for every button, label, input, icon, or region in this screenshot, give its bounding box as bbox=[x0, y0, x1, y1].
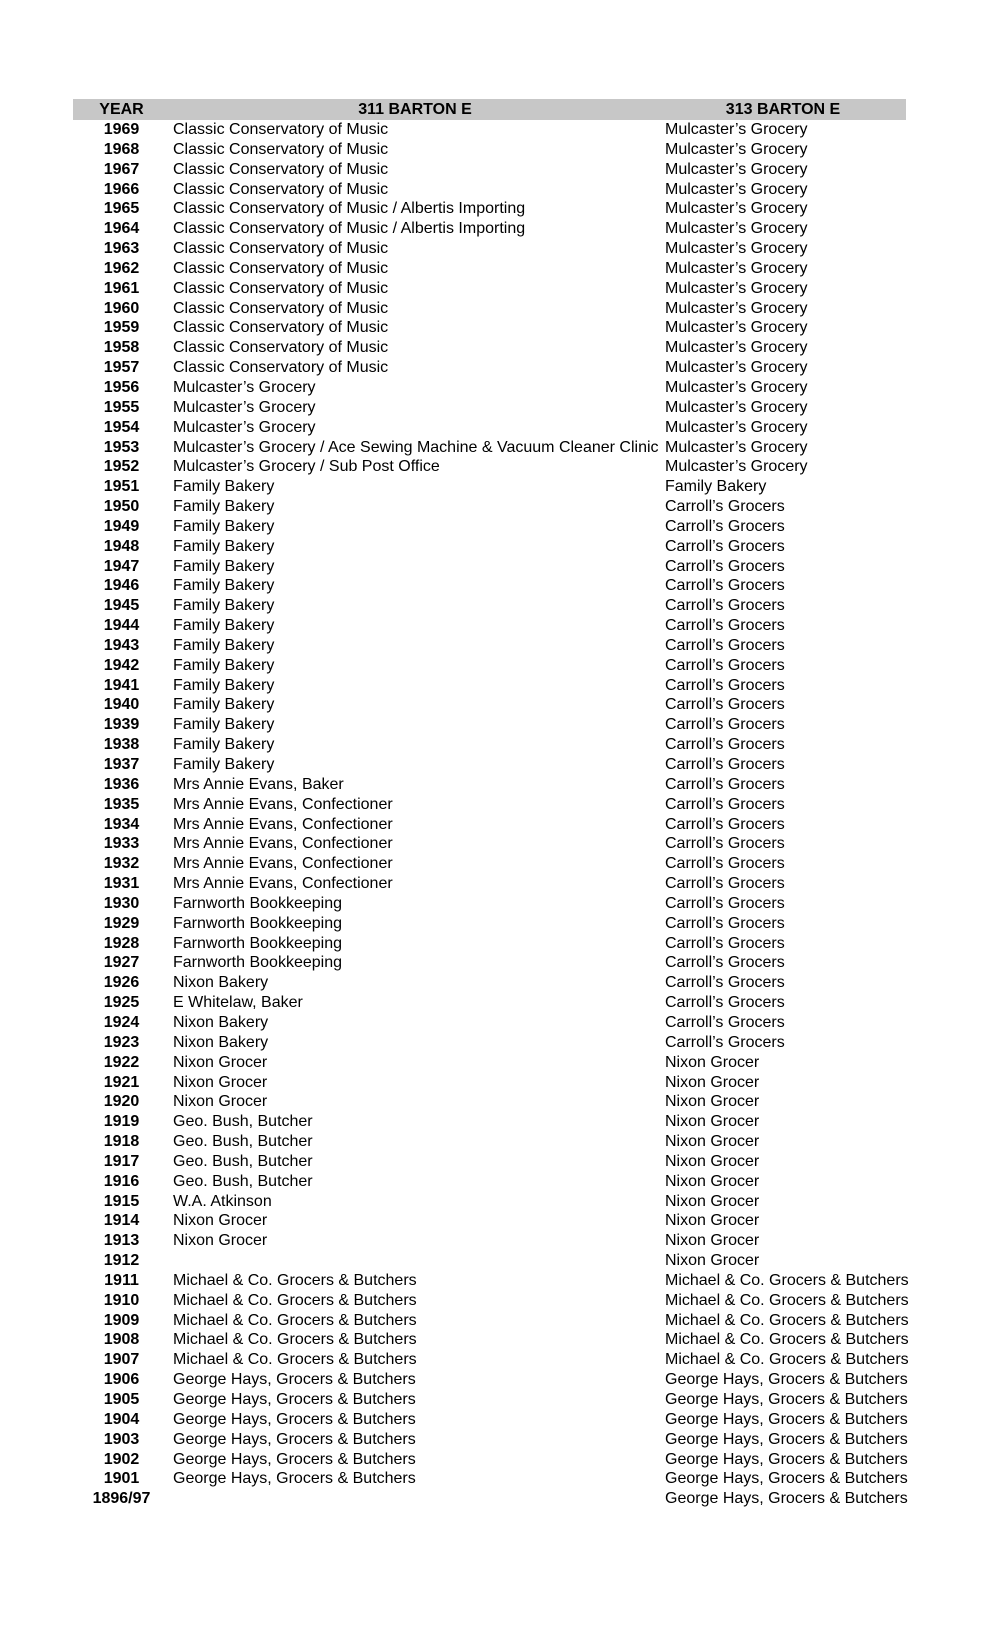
year-cell: 1955 bbox=[103, 398, 140, 416]
occupant-313-cell: George Hays, Grocers & Butchers bbox=[665, 1410, 908, 1428]
year-cell: 1946 bbox=[103, 577, 140, 595]
table-row bbox=[73, 695, 906, 715]
occupant-311-cell: Farnworth Bookkeeping bbox=[173, 914, 342, 932]
year-cell: 1935 bbox=[103, 795, 140, 813]
occupant-313-cell: Mulcaster’s Grocery bbox=[665, 259, 808, 277]
year-cell: 1967 bbox=[103, 160, 140, 178]
occupant-311-cell: Classic Conservatory of Music bbox=[173, 319, 389, 337]
table-row bbox=[73, 1132, 906, 1152]
occupant-313-cell: Family Bakery bbox=[665, 478, 767, 496]
occupant-311-cell: Nixon Grocer bbox=[173, 1232, 268, 1250]
year-cell: 1953 bbox=[103, 438, 140, 456]
table-row bbox=[73, 557, 906, 577]
occupant-311-cell: Classic Conservatory of Music bbox=[173, 180, 389, 198]
year-cell: 1912 bbox=[103, 1252, 140, 1270]
year-cell: 1919 bbox=[103, 1113, 140, 1131]
occupant-313-cell: Carroll’s Grocers bbox=[665, 656, 785, 674]
occupant-311-cell: Nixon Grocer bbox=[173, 1212, 268, 1230]
table-row bbox=[73, 676, 906, 696]
year-cell: 1959 bbox=[103, 319, 140, 337]
occupant-311-cell: Michael & Co. Grocers & Butchers bbox=[173, 1311, 417, 1329]
occupant-313-cell: Michael & Co. Grocers & Butchers bbox=[665, 1331, 909, 1349]
occupant-313-cell: Carroll’s Grocers bbox=[665, 934, 785, 952]
occupant-311-cell: Family Bakery bbox=[173, 716, 275, 734]
occupant-311-cell: Nixon Grocer bbox=[173, 1053, 268, 1071]
table-row bbox=[73, 517, 906, 537]
occupant-311-cell: Farnworth Bookkeeping bbox=[173, 934, 342, 952]
year-cell: 1911 bbox=[104, 1271, 139, 1289]
header-313-barton-e: 313 BARTON E bbox=[725, 100, 841, 118]
occupant-311-cell: Classic Conservatory of Music bbox=[173, 359, 389, 377]
table-row bbox=[73, 239, 906, 259]
table-row bbox=[73, 1410, 906, 1430]
table-row bbox=[73, 775, 906, 795]
occupant-313-cell: George Hays, Grocers & Butchers bbox=[665, 1430, 908, 1448]
table-row bbox=[73, 1430, 906, 1450]
occupant-313-cell: Nixon Grocer bbox=[665, 1053, 760, 1071]
occupant-313-cell: Michael & Co. Grocers & Butchers bbox=[665, 1271, 909, 1289]
table-row bbox=[73, 1073, 906, 1093]
occupant-313-cell: Carroll’s Grocers bbox=[665, 1013, 785, 1031]
year-cell: 1962 bbox=[103, 259, 140, 277]
table-row bbox=[73, 1172, 906, 1192]
occupant-311-cell: Mrs Annie Evans, Confectioner bbox=[173, 795, 393, 813]
occupant-311-cell: Farnworth Bookkeeping bbox=[173, 954, 342, 972]
table-row bbox=[73, 140, 906, 160]
occupant-311-cell: Nixon Grocer bbox=[173, 1073, 268, 1091]
table-row bbox=[73, 854, 906, 874]
occupant-311-cell: Family Bakery bbox=[173, 557, 275, 575]
table-row bbox=[73, 1112, 906, 1132]
occupant-311-cell: Michael & Co. Grocers & Butchers bbox=[173, 1271, 417, 1289]
year-cell: 1903 bbox=[103, 1430, 140, 1448]
occupant-313-cell: Carroll’s Grocers bbox=[665, 894, 785, 912]
occupant-311-cell: Michael & Co. Grocers & Butchers bbox=[173, 1291, 417, 1309]
occupant-311-cell: Mulcaster’s Grocery bbox=[173, 418, 316, 436]
occupant-313-cell: Mulcaster’s Grocery bbox=[665, 140, 808, 158]
year-cell: 1961 bbox=[103, 279, 140, 297]
table-row bbox=[73, 934, 906, 954]
year-cell: 1945 bbox=[103, 597, 140, 615]
year-cell: 1969 bbox=[103, 121, 140, 138]
table-row bbox=[73, 1450, 906, 1470]
occupant-313-cell: Mulcaster’s Grocery bbox=[665, 378, 808, 396]
year-cell: 1910 bbox=[103, 1291, 140, 1309]
year-cell: 1918 bbox=[103, 1133, 140, 1151]
year-cell: 1936 bbox=[103, 775, 140, 793]
year-cell: 1954 bbox=[103, 418, 140, 436]
table-row bbox=[73, 1370, 906, 1390]
year-cell: 1927 bbox=[103, 954, 140, 972]
occupant-313-cell: George Hays, Grocers & Butchers bbox=[665, 1391, 908, 1408]
occupant-313-cell: Carroll’s Grocers bbox=[665, 914, 785, 932]
occupant-311-cell: George Hays, Grocers & Butchers bbox=[173, 1410, 416, 1428]
year-cell: 1939 bbox=[103, 716, 140, 734]
occupant-313-cell: George Hays, Grocers & Butchers bbox=[665, 1490, 908, 1508]
occupant-311-cell: Family Bakery bbox=[173, 617, 275, 635]
occupant-313-cell: Carroll’s Grocers bbox=[665, 498, 785, 516]
year-cell: 1938 bbox=[103, 736, 140, 754]
occupant-313-cell: Carroll’s Grocers bbox=[665, 597, 785, 615]
occupant-311-cell: Mrs Annie Evans, Confectioner bbox=[173, 835, 393, 853]
occupant-311-cell: Classic Conservatory of Music bbox=[173, 279, 389, 297]
table-row bbox=[73, 973, 906, 993]
occupant-313-cell: Mulcaster’s Grocery bbox=[665, 438, 808, 456]
year-cell: 1907 bbox=[103, 1351, 140, 1369]
occupant-311-cell: Family Bakery bbox=[173, 736, 275, 754]
occupant-313-cell: Mulcaster’s Grocery bbox=[665, 299, 808, 317]
occupant-313-cell: Carroll’s Grocers bbox=[665, 517, 785, 535]
year-cell: 1964 bbox=[103, 220, 140, 238]
occupant-311-cell: Classic Conservatory of Music bbox=[173, 140, 389, 158]
table-row bbox=[73, 735, 906, 755]
table-row bbox=[73, 715, 906, 735]
occupant-311-cell: Mrs Annie Evans, Confectioner bbox=[173, 855, 393, 873]
occupant-313-cell: Michael & Co. Grocers & Butchers bbox=[665, 1311, 909, 1329]
occupant-313-cell: Mulcaster’s Grocery bbox=[665, 319, 808, 337]
occupant-311-cell: Farnworth Bookkeeping bbox=[173, 894, 342, 912]
year-cell: 1940 bbox=[103, 696, 140, 714]
year-cell: 1915 bbox=[103, 1192, 140, 1210]
occupant-313-cell: Nixon Grocer bbox=[665, 1073, 760, 1091]
building-occupants-table bbox=[73, 99, 909, 1509]
table-body bbox=[73, 120, 909, 1509]
table-row bbox=[73, 1311, 909, 1331]
table-row bbox=[73, 418, 906, 438]
table-row bbox=[73, 537, 906, 557]
table-row bbox=[73, 180, 906, 200]
occupant-313-cell: Carroll’s Grocers bbox=[665, 676, 785, 694]
table-row bbox=[73, 1390, 906, 1410]
occupant-313-cell: Nixon Grocer bbox=[665, 1232, 760, 1250]
year-cell: 1952 bbox=[103, 458, 140, 476]
table-row bbox=[73, 914, 906, 934]
table-row bbox=[73, 1271, 909, 1291]
table-row bbox=[73, 1330, 909, 1350]
occupant-311-cell: Family Bakery bbox=[173, 577, 275, 595]
occupant-311-cell: Mulcaster’s Grocery bbox=[173, 378, 316, 396]
table-row bbox=[73, 160, 906, 180]
occupant-311-cell: Classic Conservatory of Music bbox=[173, 259, 389, 277]
table-row bbox=[73, 358, 906, 378]
occupant-313-cell: Carroll’s Grocers bbox=[665, 756, 785, 773]
year-cell: 1931 bbox=[103, 875, 140, 893]
occupant-313-cell: Mulcaster’s Grocery bbox=[665, 418, 808, 436]
table-row bbox=[73, 338, 906, 358]
table-row bbox=[73, 795, 906, 815]
occupant-311-cell: Nixon Bakery bbox=[173, 1013, 269, 1031]
year-cell: 1920 bbox=[103, 1093, 140, 1111]
occupant-313-cell: Carroll’s Grocers bbox=[665, 795, 785, 813]
occupant-313-cell: Nixon Grocer bbox=[665, 1252, 760, 1270]
occupant-313-cell: Carroll’s Grocers bbox=[665, 557, 785, 575]
occupant-311-cell: George Hays, Grocers & Butchers bbox=[173, 1430, 416, 1448]
occupant-313-cell: Mulcaster’s Grocery bbox=[665, 220, 808, 238]
occupant-313-cell: Nixon Grocer bbox=[665, 1133, 760, 1151]
occupant-313-cell: Mulcaster’s Grocery bbox=[665, 200, 808, 218]
table-row bbox=[73, 596, 906, 616]
occupant-311-cell: George Hays, Grocers & Butchers bbox=[173, 1371, 416, 1389]
table-row bbox=[73, 1033, 906, 1053]
occupant-311-cell: Classic Conservatory of Music / Albertis Importing bbox=[173, 200, 526, 218]
table-row bbox=[73, 953, 906, 973]
year-cell: 1963 bbox=[103, 240, 140, 258]
table-row bbox=[73, 1489, 906, 1509]
occupant-313-cell: Nixon Grocer bbox=[665, 1152, 760, 1170]
occupant-311-cell bbox=[170, 1489, 663, 1509]
occupant-313-cell: Nixon Grocer bbox=[665, 1212, 760, 1230]
year-cell: 1933 bbox=[103, 835, 140, 853]
year-cell: 1951 bbox=[103, 478, 140, 496]
occupant-313-cell: Carroll’s Grocers bbox=[665, 974, 785, 992]
table-row bbox=[73, 279, 906, 299]
year-cell: 1932 bbox=[103, 855, 140, 873]
table-row bbox=[73, 1152, 906, 1172]
occupant-311-cell: Mrs Annie Evans, Confectioner bbox=[173, 875, 393, 893]
year-cell: 1923 bbox=[103, 1033, 140, 1051]
occupant-311-cell: Family Bakery bbox=[173, 696, 275, 714]
occupant-311-cell: Family Bakery bbox=[173, 636, 275, 654]
table-row bbox=[73, 636, 906, 656]
occupant-313-cell: Michael & Co. Grocers & Butchers bbox=[665, 1351, 909, 1369]
occupant-311-cell: Nixon Grocer bbox=[173, 1093, 268, 1111]
occupant-313-cell: Carroll’s Grocers bbox=[665, 696, 785, 714]
table-row bbox=[73, 894, 906, 914]
year-cell: 1950 bbox=[103, 498, 140, 516]
occupant-313-cell: George Hays, Grocers & Butchers bbox=[665, 1450, 908, 1468]
header-year: YEAR bbox=[99, 100, 144, 118]
occupant-313-cell: Mulcaster’s Grocery bbox=[665, 279, 808, 297]
occupant-313-cell: Michael & Co. Grocers & Butchers bbox=[665, 1291, 909, 1309]
occupant-311-cell: Family Bakery bbox=[173, 756, 275, 773]
table-row bbox=[73, 1092, 906, 1112]
occupant-311-cell: Classic Conservatory of Music bbox=[173, 339, 389, 357]
occupant-313-cell: Carroll’s Grocers bbox=[665, 1033, 785, 1051]
table-row bbox=[73, 199, 906, 219]
year-cell: 1908 bbox=[103, 1331, 140, 1349]
year-cell: 1941 bbox=[103, 676, 140, 694]
year-cell: 1904 bbox=[103, 1410, 140, 1428]
year-cell: 1909 bbox=[103, 1311, 140, 1329]
occupant-311-cell: Geo. Bush, Butcher bbox=[173, 1152, 313, 1170]
occupant-311-cell: Classic Conservatory of Music / Albertis Importing bbox=[173, 220, 526, 238]
occupant-311-cell: Geo. Bush, Butcher bbox=[173, 1133, 313, 1151]
table-row bbox=[73, 834, 906, 854]
occupant-313-cell: Carroll’s Grocers bbox=[665, 835, 785, 853]
occupant-311-cell: Family Bakery bbox=[173, 498, 275, 516]
year-cell: 1937 bbox=[103, 756, 140, 773]
occupant-311-cell: Family Bakery bbox=[173, 676, 275, 694]
occupant-311-cell: Michael & Co. Grocers & Butchers bbox=[173, 1351, 417, 1369]
table-row bbox=[73, 1469, 906, 1489]
occupant-311-cell: Mulcaster’s Grocery / Ace Sewing Machine & Vacuum Cleaner Clinic bbox=[173, 438, 659, 456]
occupant-313-cell: Mulcaster’s Grocery bbox=[665, 121, 808, 138]
year-cell: 1926 bbox=[103, 974, 140, 992]
year-cell: 1930 bbox=[103, 894, 140, 912]
year-cell: 1902 bbox=[103, 1450, 140, 1468]
occupant-313-cell: Carroll’s Grocers bbox=[665, 636, 785, 654]
occupant-311-cell: Family Bakery bbox=[173, 656, 275, 674]
year-cell: 1925 bbox=[103, 994, 140, 1012]
occupant-313-cell: Carroll’s Grocers bbox=[665, 775, 785, 793]
table-row bbox=[73, 1291, 909, 1311]
table-row bbox=[73, 755, 906, 775]
occupant-313-cell: Mulcaster’s Grocery bbox=[665, 240, 808, 258]
occupant-311-cell: Mulcaster’s Grocery bbox=[173, 398, 316, 416]
table-row bbox=[73, 219, 906, 239]
table-row bbox=[73, 299, 906, 319]
year-cell: 1942 bbox=[103, 656, 140, 674]
table-header-row bbox=[73, 99, 906, 120]
table-row bbox=[73, 993, 906, 1013]
year-cell: 1917 bbox=[103, 1152, 140, 1170]
occupant-311-cell: Geo. Bush, Butcher bbox=[173, 1172, 313, 1190]
year-cell: 1901 bbox=[103, 1470, 140, 1488]
year-cell: 1922 bbox=[103, 1053, 140, 1071]
occupant-311-cell: Mrs Annie Evans, Confectioner bbox=[173, 815, 393, 833]
occupant-313-cell: Carroll’s Grocers bbox=[665, 994, 785, 1012]
year-cell: 1934 bbox=[103, 815, 140, 833]
table-row bbox=[73, 477, 906, 497]
table-row bbox=[73, 1013, 906, 1033]
occupant-313-cell: Carroll’s Grocers bbox=[665, 716, 785, 734]
occupant-311-cell: Mrs Annie Evans, Baker bbox=[173, 775, 344, 793]
occupant-313-cell: Carroll’s Grocers bbox=[665, 954, 785, 972]
year-cell: 1957 bbox=[103, 359, 140, 377]
table-row bbox=[73, 120, 906, 140]
year-cell: 1966 bbox=[103, 180, 140, 198]
occupant-311-cell: Classic Conservatory of Music bbox=[173, 160, 389, 178]
occupant-311-cell: Nixon Bakery bbox=[173, 974, 269, 992]
occupant-313-cell: Nixon Grocer bbox=[665, 1093, 760, 1111]
table-row bbox=[73, 1231, 906, 1251]
year-cell: 1916 bbox=[103, 1172, 140, 1190]
occupant-311-cell: Family Bakery bbox=[173, 478, 275, 496]
occupant-313-cell: Nixon Grocer bbox=[665, 1192, 760, 1210]
table-row bbox=[73, 616, 906, 636]
occupant-313-cell: Carroll’s Grocers bbox=[665, 815, 785, 833]
table-row bbox=[73, 1211, 906, 1231]
year-cell: 1924 bbox=[103, 1013, 140, 1031]
occupant-313-cell: George Hays, Grocers & Butchers bbox=[665, 1470, 908, 1488]
occupant-311-cell bbox=[170, 1251, 663, 1271]
table-row bbox=[73, 259, 906, 279]
occupant-311-cell: E Whitelaw, Baker bbox=[173, 994, 303, 1012]
year-cell: 1949 bbox=[103, 517, 140, 535]
year-cell: 1956 bbox=[103, 378, 140, 396]
occupant-313-cell: Mulcaster’s Grocery bbox=[665, 458, 808, 476]
table-row bbox=[73, 1251, 906, 1271]
occupant-313-cell: Mulcaster’s Grocery bbox=[665, 180, 808, 198]
occupant-311-cell: Mulcaster’s Grocery / Sub Post Office bbox=[173, 458, 440, 476]
header-311-barton-e: 311 BARTON E bbox=[358, 100, 472, 118]
occupant-313-cell: Mulcaster’s Grocery bbox=[665, 339, 808, 357]
year-cell: 1960 bbox=[103, 299, 140, 317]
occupant-313-cell: Carroll’s Grocers bbox=[665, 617, 785, 635]
occupant-313-cell: Carroll’s Grocers bbox=[665, 537, 785, 555]
occupant-311-cell: Geo. Bush, Butcher bbox=[173, 1113, 313, 1131]
table-row bbox=[73, 497, 906, 517]
year-cell: 1913 bbox=[103, 1232, 140, 1250]
table-row bbox=[73, 1350, 909, 1370]
year-cell: 1968 bbox=[103, 140, 140, 158]
year-cell: 1896/97 bbox=[92, 1490, 151, 1508]
table-row bbox=[73, 1192, 906, 1212]
table-row bbox=[73, 656, 906, 676]
table-row bbox=[73, 438, 906, 458]
table-row bbox=[73, 1053, 906, 1073]
occupant-313-cell: Carroll’s Grocers bbox=[665, 855, 785, 873]
occupant-313-cell: Nixon Grocer bbox=[665, 1113, 760, 1131]
occupant-313-cell: Carroll’s Grocers bbox=[665, 875, 785, 893]
year-cell: 1929 bbox=[103, 914, 140, 932]
occupant-311-cell: Family Bakery bbox=[173, 597, 275, 615]
table-row bbox=[73, 398, 906, 418]
occupant-311-cell: Nixon Bakery bbox=[173, 1033, 269, 1051]
year-cell: 1944 bbox=[103, 617, 140, 635]
year-cell: 1958 bbox=[103, 339, 140, 357]
occupant-311-cell: Michael & Co. Grocers & Butchers bbox=[173, 1331, 417, 1349]
occupant-311-cell: W.A. Atkinson bbox=[173, 1192, 272, 1210]
year-cell: 1905 bbox=[103, 1391, 140, 1408]
year-cell: 1914 bbox=[103, 1212, 140, 1230]
year-cell: 1921 bbox=[103, 1073, 140, 1091]
occupant-313-cell: Carroll’s Grocers bbox=[665, 577, 785, 595]
occupant-313-cell: Mulcaster’s Grocery bbox=[665, 160, 808, 178]
year-cell: 1948 bbox=[103, 537, 140, 555]
occupant-311-cell: Family Bakery bbox=[173, 517, 275, 535]
year-cell: 1928 bbox=[103, 934, 140, 952]
table-row bbox=[73, 815, 906, 835]
occupant-313-cell: Carroll’s Grocers bbox=[665, 736, 785, 754]
year-cell: 1943 bbox=[103, 636, 140, 654]
occupant-311-cell: Family Bakery bbox=[173, 537, 275, 555]
table-row bbox=[73, 576, 906, 596]
table-row bbox=[73, 378, 906, 398]
year-cell: 1965 bbox=[103, 200, 140, 218]
occupant-311-cell: George Hays, Grocers & Butchers bbox=[173, 1391, 416, 1408]
occupant-313-cell: Mulcaster’s Grocery bbox=[665, 398, 808, 416]
year-cell: 1947 bbox=[103, 557, 140, 575]
year-cell: 1906 bbox=[103, 1371, 140, 1389]
occupant-311-cell: George Hays, Grocers & Butchers bbox=[173, 1470, 416, 1488]
occupant-311-cell: Classic Conservatory of Music bbox=[173, 240, 389, 258]
occupant-313-cell: Nixon Grocer bbox=[665, 1172, 760, 1190]
occupant-311-cell: Classic Conservatory of Music bbox=[173, 121, 389, 138]
table-row bbox=[73, 457, 906, 477]
table-row bbox=[73, 318, 906, 338]
table-row bbox=[73, 874, 906, 894]
occupant-311-cell: Classic Conservatory of Music bbox=[173, 299, 389, 317]
occupant-311-cell: George Hays, Grocers & Butchers bbox=[173, 1450, 416, 1468]
occupant-313-cell: George Hays, Grocers & Butchers bbox=[665, 1371, 908, 1389]
occupant-313-cell: Mulcaster’s Grocery bbox=[665, 359, 808, 377]
